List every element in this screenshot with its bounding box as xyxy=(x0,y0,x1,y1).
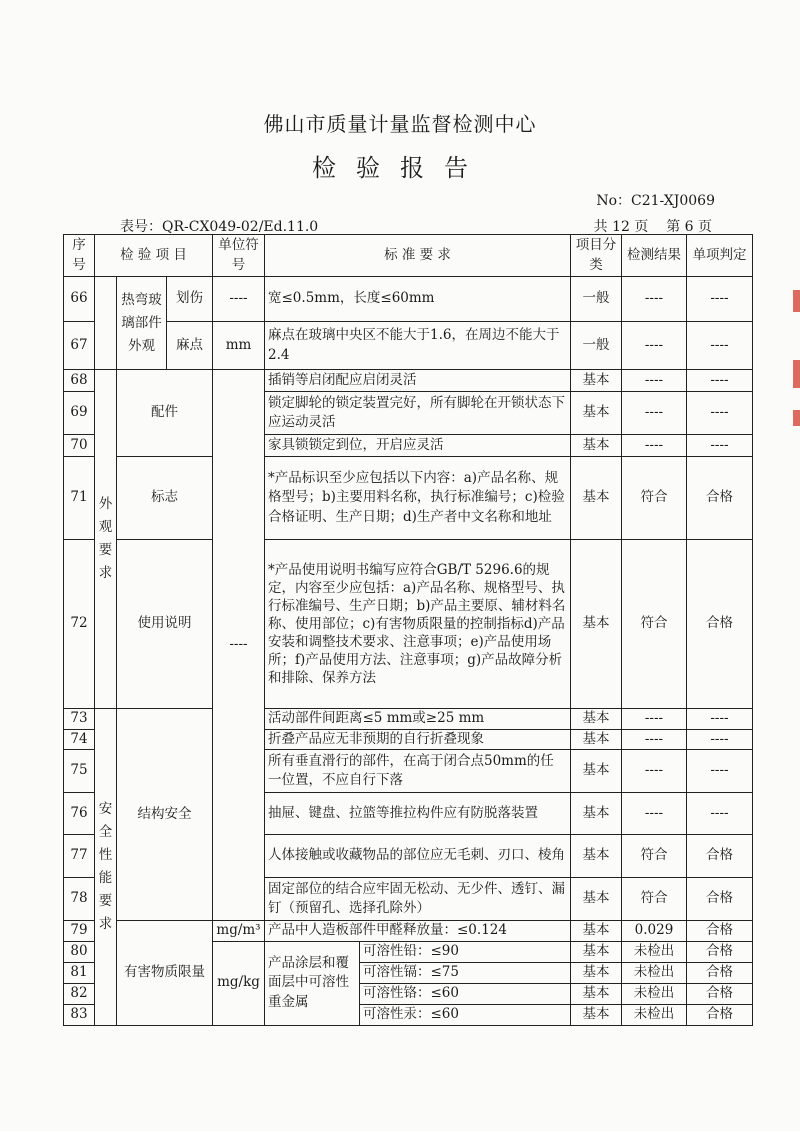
category: 基本 xyxy=(571,435,622,457)
category: 基本 xyxy=(571,392,622,435)
row-no: 72 xyxy=(64,540,95,709)
row-no: 68 xyxy=(64,370,95,392)
row-no: 77 xyxy=(64,835,95,878)
result: 未检出 xyxy=(622,941,687,962)
category: 基本 xyxy=(571,709,622,730)
item-name: 麻点 xyxy=(167,322,213,370)
row-no: 80 xyxy=(64,941,95,962)
category: 基本 xyxy=(571,878,622,921)
col-judgment: 单项判定 xyxy=(687,235,753,277)
category: 基本 xyxy=(571,1004,622,1025)
judgment: ---- xyxy=(687,277,753,322)
col-item: 检 验 项 目 xyxy=(95,235,213,277)
unit: mm xyxy=(213,322,265,370)
category: 基本 xyxy=(571,729,622,750)
page-current: 第 6 页 xyxy=(666,219,712,235)
edge-stamp-mark xyxy=(793,360,800,388)
standard: 锁定脚轮的锁定装置完好，所有脚轮在开锁状态下应运动灵活 xyxy=(265,392,571,435)
result: 未检出 xyxy=(622,962,687,983)
standard: 麻点在玻璃中央区不能大于1.6，在周边不能大于2.4 xyxy=(265,322,571,370)
result: 符合 xyxy=(622,835,687,878)
judgment: 合格 xyxy=(687,941,753,962)
category: 基本 xyxy=(571,983,622,1004)
standard: 人体接触或收藏物品的部位应无毛刺、刃口、棱角 xyxy=(265,835,571,878)
report-title: 检验报告 xyxy=(312,154,488,182)
standard: 固定部位的结合应牢固无松动、无少件、透钉、漏钉（预留孔、选择孔除外） xyxy=(265,878,571,921)
row-no: 73 xyxy=(64,709,95,730)
category: 基本 xyxy=(571,540,622,709)
result: ---- xyxy=(622,277,687,322)
group-marking: 标志 xyxy=(117,457,213,540)
group-hot-bent-glass: 热弯玻璃部件外观 xyxy=(117,277,167,370)
standard: 折叠产品应无非预期的自行折叠现象 xyxy=(265,729,571,750)
category: 一般 xyxy=(571,322,622,370)
category: 基本 xyxy=(571,921,622,942)
category: 一般 xyxy=(571,277,622,322)
result: ---- xyxy=(622,435,687,457)
result: 符合 xyxy=(622,457,687,540)
category: 基本 xyxy=(571,962,622,983)
result: 符合 xyxy=(622,540,687,709)
judgment: ---- xyxy=(687,729,753,750)
group-manual: 使用说明 xyxy=(117,540,213,709)
judgment: 合格 xyxy=(687,983,753,1004)
judgment: 合格 xyxy=(687,540,753,709)
row-no: 81 xyxy=(64,962,95,983)
organization-name: 佛山市质量计量监督检测中心 xyxy=(263,112,537,136)
row-no: 83 xyxy=(64,1004,95,1025)
category: 基本 xyxy=(571,941,622,962)
edge-stamp-mark xyxy=(793,290,800,312)
row-no: 66 xyxy=(64,277,95,322)
standard: *产品标识至少应包括以下内容：a)产品名称、规格型号；b)主要用料名称，执行标准编号；c)检验合格证明、生产日期；d)生产者中文名称和地址 xyxy=(265,457,571,540)
result: ---- xyxy=(622,370,687,392)
result: ---- xyxy=(622,322,687,370)
standard: 宽≤0.5mm，长度≤60mm xyxy=(265,277,571,322)
result: 符合 xyxy=(622,878,687,921)
group-safety: 安全性能要求 xyxy=(95,709,117,1026)
group-blank xyxy=(95,277,117,370)
col-seq: 序号 xyxy=(64,235,95,277)
standard: 抽屉、键盘、拉篮等推拉构件应有防脱落装置 xyxy=(265,793,571,835)
judgment: 合格 xyxy=(687,921,753,942)
judgment: ---- xyxy=(687,322,753,370)
row-no: 71 xyxy=(64,457,95,540)
group-hazardous: 有害物质限量 xyxy=(117,921,213,1026)
group-appearance: 外观要求 xyxy=(95,370,117,709)
group-fittings: 配件 xyxy=(117,370,213,457)
result: ---- xyxy=(622,392,687,435)
result: ---- xyxy=(622,709,687,730)
standard: 活动部件间距离≤5 mm或≥25 mm xyxy=(265,709,571,730)
standard: 产品中人造板部件甲醛释放量：≤0.124 xyxy=(265,921,571,942)
row-no: 74 xyxy=(64,729,95,750)
page-total: 共 12 页 xyxy=(593,219,649,235)
table-row xyxy=(64,457,753,540)
unit-shared: mg/kg xyxy=(213,941,265,1025)
standard: 可溶性汞：≤60 xyxy=(360,1004,571,1025)
table-row xyxy=(64,540,753,709)
judgment: ---- xyxy=(687,392,753,435)
inspection-table xyxy=(63,234,753,1026)
standard: 可溶性镉：≤75 xyxy=(360,962,571,983)
judgment: 合格 xyxy=(687,835,753,878)
row-no: 70 xyxy=(64,435,95,457)
result: ---- xyxy=(622,729,687,750)
result: ---- xyxy=(622,750,687,793)
row-no: 79 xyxy=(64,921,95,942)
standard: 可溶性铬：≤60 xyxy=(360,983,571,1004)
row-no: 76 xyxy=(64,793,95,835)
judgment: ---- xyxy=(687,370,753,392)
standard: 插销等启闭配应启闭灵活 xyxy=(265,370,571,392)
table-header-row xyxy=(64,235,753,277)
unit: ---- xyxy=(213,277,265,322)
col-result: 检测结果 xyxy=(622,235,687,277)
standard: *产品使用说明书编写应符合GB/T 5296.6的规定，内容至少应包括：a)产品名称、规格型号、执行标准编号、生产日期；b)产品主要原、辅材料名称、使用部位；c)有害物质限量的控制指标d)产品安装和调整技术要求、注意事项；e)产品使用场所；f)产品使用方法、注意事项；g)产品故障分析和排除、保养方法 xyxy=(265,540,571,709)
result: ---- xyxy=(622,793,687,835)
standard: 所有垂直滑行的部件，在高于闭合点50mm的任一位置，不应自行下落 xyxy=(265,750,571,793)
result: 未检出 xyxy=(622,1004,687,1025)
col-standard: 标 准 要 求 xyxy=(265,235,571,277)
row-no: 69 xyxy=(64,392,95,435)
table-row xyxy=(64,921,753,942)
judgment: 合格 xyxy=(687,457,753,540)
report-number: No：C21-XJ0069 xyxy=(596,193,715,209)
page-info xyxy=(594,216,712,236)
table-row xyxy=(64,709,753,730)
unit: mg/m³ xyxy=(213,921,265,942)
category: 基本 xyxy=(571,793,622,835)
judgment: ---- xyxy=(687,750,753,793)
table-row xyxy=(64,277,753,322)
category: 基本 xyxy=(571,835,622,878)
edge-stamp-mark xyxy=(793,410,800,426)
judgment: ---- xyxy=(687,793,753,835)
table-row xyxy=(64,322,753,370)
group-structural: 结构安全 xyxy=(117,709,213,921)
judgment: ---- xyxy=(687,435,753,457)
standard: 可溶性铅：≤90 xyxy=(360,941,571,962)
judgment: 合格 xyxy=(687,962,753,983)
unit-shared: ---- xyxy=(213,370,265,921)
category: 基本 xyxy=(571,370,622,392)
group-coating: 产品涂层和覆面层中可溶性重金属 xyxy=(265,941,360,1025)
row-no: 82 xyxy=(64,983,95,1004)
judgment: 合格 xyxy=(687,878,753,921)
judgment: ---- xyxy=(687,709,753,730)
standard: 家具锁锁定到位，开启应灵活 xyxy=(265,435,571,457)
result: 0.029 xyxy=(622,921,687,942)
col-unit: 单位符号 xyxy=(213,235,265,277)
form-number: 表号：QR-CX049-02/Ed.11.0 xyxy=(120,219,319,235)
category: 基本 xyxy=(571,750,622,793)
item-name: 划伤 xyxy=(167,277,213,322)
category: 基本 xyxy=(571,457,622,540)
row-no: 67 xyxy=(64,322,95,370)
table-row xyxy=(64,370,753,392)
judgment: 合格 xyxy=(687,1004,753,1025)
row-no: 75 xyxy=(64,750,95,793)
result: 未检出 xyxy=(622,983,687,1004)
col-category: 项目分类 xyxy=(571,235,622,277)
row-no: 78 xyxy=(64,878,95,921)
